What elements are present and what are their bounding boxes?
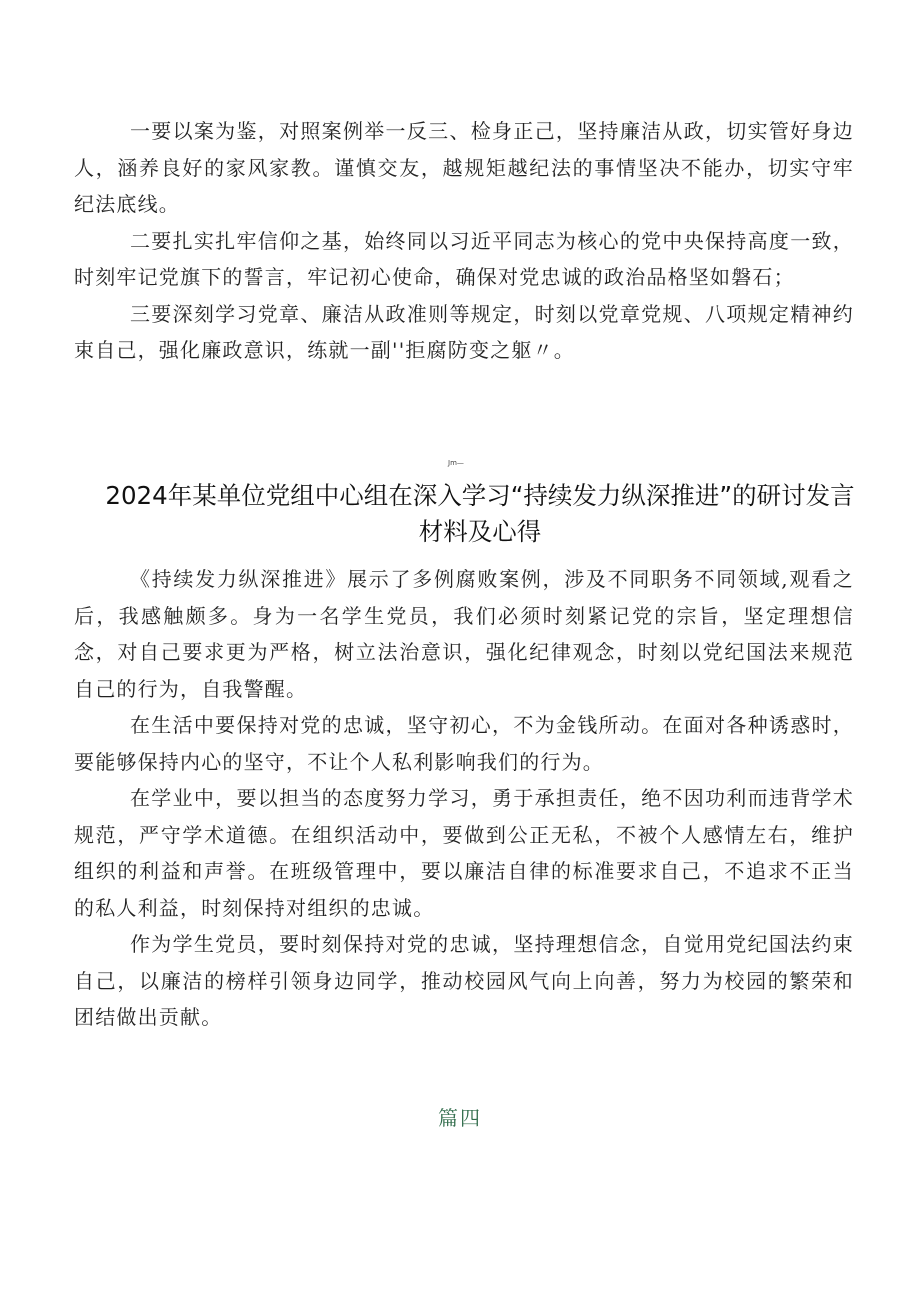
section-label: 篇四 — [438, 1106, 482, 1130]
paragraph: 一要以案为鉴，对照案例举一反三、检身正己，坚持廉洁从政，切实管好身边人，涵养良好的家风家教。谨慎交友，越规矩越纪法的事情坚决不能办，切实守牢纪法底线。 — [74, 119, 854, 216]
paragraph: 作为学生党员，要时刻保持对党的忠诚，坚持理想信念，自觉用党纪国法约束自己，以廉洁的榜样引领身边同学，推动校园风气向上向善，努力为校园的繁荣和团结做出贡献。 — [74, 932, 854, 1029]
document-title: 2024年某单位党组中心组在深入学习“持续发力纵深推进”的研讨发言材料及心得 — [105, 481, 855, 546]
paragraph: 《持续发力纵深推进》展示了多例腐败案例，涉及不同职务不同领域,观看之后，我感触颇多。身为一名学生党员，我们必须时刻紧记党的宗旨，坚定理想信念，对自己要求更为严格，树立法治意识，强化纪律观念，时刻以党纪国法来规范自己的行为，自我警醒。 — [74, 567, 854, 701]
paragraph: 在生活中要保持对党的忠诚，坚守初心，不为金钱所动。在面对各种诱惑时，要能够保持内心的坚守，不让个人私利影响我们的行为。 — [74, 713, 854, 774]
paragraph: 在学业中，要以担当的态度努力学习，勇于承担责任，绝不因功利而违背学术规范，严守学术道德。在组织活动中，要做到公正无私，不被个人感情左右，维护组织的利益和声誉。在班级管理中，要以廉洁自律的标准要求自己，不追求不正当的私人利益，时刻保持对组织的忠诚。 — [74, 786, 854, 920]
paragraph: 三要深刻学习党章、廉洁从政准则等规定，时刻以党章党规、八项规定精神约束自己，强化廉政意识，练就一副''拒腐防变之躯〃。 — [74, 301, 854, 362]
body-section — [74, 561, 854, 1036]
paragraph: 二要扎实扎牢信仰之基，始终同以习近平同志为核心的党中央保持高度一致，时刻牢记党旗下的誓言，牢记初心使命，确保对党忠诚的政治品格坚如磐石； — [74, 228, 854, 289]
section-divider: Jm— — [448, 459, 464, 467]
intro-section — [74, 113, 854, 369]
